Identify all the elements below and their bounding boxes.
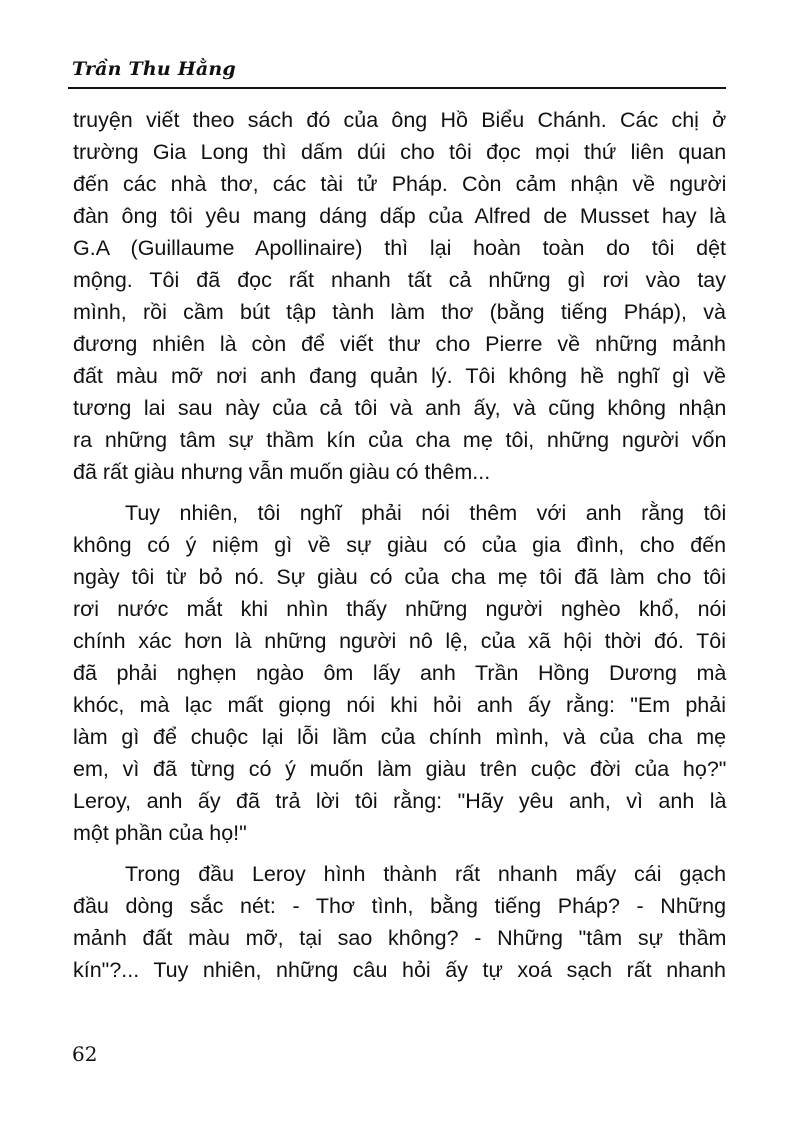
text-line: Leroy, anh ấy đã trả lời tôi rằng: "Hãy yêu anh, vì anh là — [73, 789, 727, 813]
text-line: chính xác hơn là những người nô lệ, của xã hội thời đó. Tôi — [73, 629, 726, 653]
text-line: khóc, mà lạc mất giọng nói khi hỏi anh ấy rằng: "Em phải — [73, 693, 726, 717]
text-line: truyện viết theo sách đó của ông Hồ Biểu Chánh. Các chị ở — [73, 108, 727, 132]
text-line: rơi nước mắt khi nhìn thấy những người nghèo khổ, nói — [73, 597, 727, 621]
text-line: đương nhiên là còn để viết thư cho Pierre về những mảnh — [73, 332, 726, 356]
paragraph-2 — [73, 497, 726, 849]
running-header-author: Trần Thu Hằng — [72, 58, 236, 80]
paragraph-1 — [73, 104, 726, 488]
text-line: tương lai sau này của cả tôi và anh ấy, và cũng không nhận — [73, 396, 727, 420]
page-body — [73, 104, 726, 995]
text-line: kín"?... Tuy nhiên, những câu hỏi ấy tự xoá sạch rất nhanh — [73, 958, 726, 982]
text-line: không có ý niệm gì về sự giàu có của gia đình, cho đến — [73, 533, 727, 557]
text-line: đến các nhà thơ, các tài tử Pháp. Còn cảm nhận về người — [73, 172, 727, 196]
header-rule — [68, 87, 726, 89]
text-line: ra những tâm sự thầm kín của cha mẹ tôi, những người vốn — [73, 428, 727, 452]
text-line: G.A (Guillaume Apollinaire) thì lại hoàn toàn do tôi dệt — [73, 236, 726, 260]
text-line: một phần của họ!" — [73, 821, 247, 845]
paragraph-3 — [73, 858, 726, 986]
text-line: mộng. Tôi đã đọc rất nhanh tất cả những gì rơi vào tay — [73, 268, 726, 292]
text-line: đầu dòng sắc nét: - Thơ tình, bằng tiếng Pháp? - Những — [73, 894, 727, 918]
text-line: mình, rồi cầm bút tập tành làm thơ (bằng tiếng Pháp), và — [73, 300, 726, 324]
text-line: trường Gia Long thì dấm dúi cho tôi đọc mọi thứ liên quan — [73, 140, 727, 164]
text-line: mảnh đất màu mỡ, tại sao không? - Những "tâm sự thầm — [73, 926, 727, 950]
text-line: đã phải nghẹn ngào ôm lấy anh Trần Hồng Dương mà — [73, 661, 727, 685]
text-line: đàn ông tôi yêu mang dáng dấp của Alfred de Musset hay là — [73, 204, 726, 228]
text-line: đã rất giàu nhưng vẫn muốn giàu có thêm... — [73, 460, 491, 484]
page-number: 62 — [72, 1042, 98, 1066]
text-line: đất màu mỡ nơi anh đang quản lý. Tôi không hề nghĩ gì về — [73, 364, 726, 388]
text-line: làm gì để chuộc lại lỗi lầm của chính mình, và của cha mẹ — [73, 725, 727, 749]
text-line: Tuy nhiên, tôi nghĩ phải nói thêm với anh rằng tôi — [125, 501, 727, 525]
text-line: Trong đầu Leroy hình thành rất nhanh mấy cái gạch — [125, 862, 727, 886]
text-line: ngày tôi từ bỏ nó. Sự giàu có của cha mẹ tôi đã làm cho tôi — [73, 565, 727, 589]
text-line: em, vì đã từng có ý muốn làm giàu trên cuộc đời của họ?" — [73, 757, 727, 781]
